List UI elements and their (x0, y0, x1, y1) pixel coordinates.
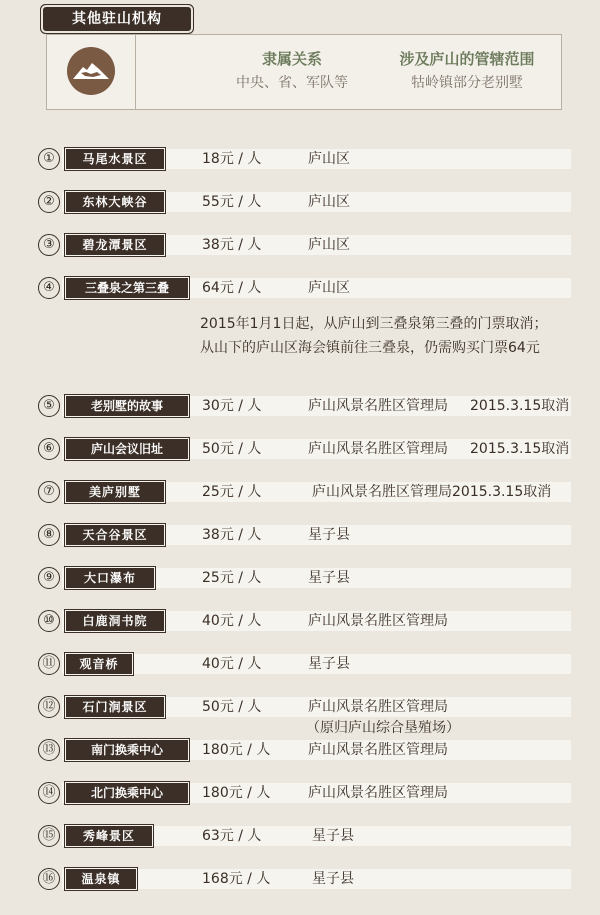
item-number: ⑮ (38, 825, 60, 847)
item-name-tag: 马尾水景区 (67, 150, 163, 168)
item-price: 38元 / 人 (202, 237, 262, 253)
list-item (0, 525, 600, 545)
item-number: ⑥ (38, 438, 60, 460)
item-name-tag: 美庐别墅 (67, 483, 163, 501)
item-number: ③ (38, 234, 60, 256)
item-number: ⑪ (38, 653, 60, 675)
jurisdiction-value: 牯岭镇部分老别墅 (411, 75, 523, 91)
affiliation-column (217, 49, 367, 93)
section-title (44, 8, 190, 30)
item-area: 庐山风景名胜区管理局2015.3.15取消 (312, 484, 552, 500)
item-area: 庐山区 (308, 237, 350, 253)
list-item (0, 235, 600, 255)
jurisdiction-heading: 涉及庐山的管辖范围 (399, 50, 535, 68)
item-price: 63元 / 人 (202, 828, 262, 844)
item-area: 庐山风景名胜区管理局 (308, 785, 448, 801)
item-area: 庐山区 (308, 280, 350, 296)
section-title-text: 其他驻山机构 (72, 11, 162, 27)
info-divider (135, 35, 136, 109)
item-price: 64元 / 人 (202, 280, 262, 296)
item-price: 18元 / 人 (202, 151, 262, 167)
item-number: ④ (38, 277, 60, 299)
item-area: 庐山风景名胜区管理局 (308, 613, 448, 629)
item-name-tag: 南门换乘中心 (67, 741, 187, 759)
item-area: 星子县 (308, 570, 350, 586)
item-name-tag: 观音桥 (67, 655, 131, 673)
affiliation-heading: 隶属关系 (261, 50, 322, 68)
list-item (0, 568, 600, 588)
item-number: ⑨ (38, 567, 60, 589)
item-number: ⑦ (38, 481, 60, 503)
item-price: 50元 / 人 (202, 441, 262, 457)
list-item (0, 482, 600, 502)
item-name-tag: 石门涧景区 (67, 698, 163, 716)
item-area: 庐山风景名胜区管理局 (308, 699, 448, 715)
info-box (46, 34, 562, 110)
item-number: ⑫ (38, 696, 60, 718)
item-number: ① (38, 148, 60, 170)
item-note: 2015.3.15取消 (470, 398, 570, 414)
item-name-tag: 庐山会议旧址 (67, 440, 187, 458)
item-area: 庐山区 (308, 151, 350, 167)
list-item (0, 697, 600, 717)
item-price: 180元 / 人 (202, 785, 271, 801)
item-price: 168元 / 人 (202, 871, 271, 887)
item-area: 星子县 (308, 656, 350, 672)
item-area: 庐山风景名胜区管理局 (308, 742, 448, 758)
item-price: 55元 / 人 (202, 194, 262, 210)
list-item (0, 192, 600, 212)
item-price: 25元 / 人 (202, 570, 262, 586)
list-item (0, 869, 600, 889)
list-item (0, 149, 600, 169)
item-name-tag: 天合谷景区 (67, 526, 163, 544)
list-item (0, 278, 600, 298)
item-price: 30元 / 人 (202, 398, 262, 414)
item-area: 庐山风景名胜区管理局 (308, 398, 448, 414)
item-price: 25元 / 人 (202, 484, 262, 500)
mountain-logo-icon (67, 47, 115, 95)
item-number: ⑭ (38, 782, 60, 804)
item-name-tag: 东林大峡谷 (67, 193, 163, 211)
list-item (0, 740, 600, 760)
jurisdiction-column (377, 49, 557, 93)
item-number: ⑤ (38, 395, 60, 417)
affiliation-value: 中央、省、军队等 (236, 75, 348, 91)
item-note: 2015.3.15取消 (470, 441, 570, 457)
list-item (0, 439, 600, 459)
list-item (0, 611, 600, 631)
item-name-tag: 白鹿洞书院 (67, 612, 163, 630)
item-price: 50元 / 人 (202, 699, 262, 715)
list-item (0, 654, 600, 674)
item-number: ⑩ (38, 610, 60, 632)
item-name-tag: 老别墅的故事 (67, 397, 187, 415)
item-price: 40元 / 人 (202, 613, 262, 629)
item-number: ② (38, 191, 60, 213)
item-price: 38元 / 人 (202, 527, 262, 543)
item-name-tag: 碧龙潭景区 (67, 236, 163, 254)
item-name-tag: 秀峰景区 (67, 827, 151, 845)
item-name-tag: 三叠泉之第三叠 (67, 279, 187, 297)
item-number: ⑬ (38, 739, 60, 761)
item-number: ⑯ (38, 868, 60, 890)
item-area: 星子县 (312, 828, 354, 844)
item-area: 星子县 (312, 871, 354, 887)
list-item (0, 826, 600, 846)
item-detail-text: 2015年1月1日起，从庐山到三叠泉第三叠的门票取消；从山下的庐山区海会镇前往三叠泉，仍需购买门票64元 (200, 316, 548, 356)
list-item (0, 783, 600, 803)
item-area: 星子县 (308, 527, 350, 543)
item-subnote: （原归庐山综合垦殖场） (306, 720, 460, 736)
list-item (0, 396, 600, 416)
item-area: 庐山区 (308, 194, 350, 210)
item-name-tag: 温泉镇 (67, 870, 135, 888)
item-price: 180元 / 人 (202, 742, 271, 758)
mountain-icon (73, 61, 109, 79)
item-name-tag: 北门换乘中心 (67, 784, 187, 802)
item-number: ⑧ (38, 524, 60, 546)
item-name-tag: 大口瀑布 (67, 569, 153, 587)
item-area: 庐山风景名胜区管理局 (308, 441, 448, 457)
item-price: 40元 / 人 (202, 656, 262, 672)
